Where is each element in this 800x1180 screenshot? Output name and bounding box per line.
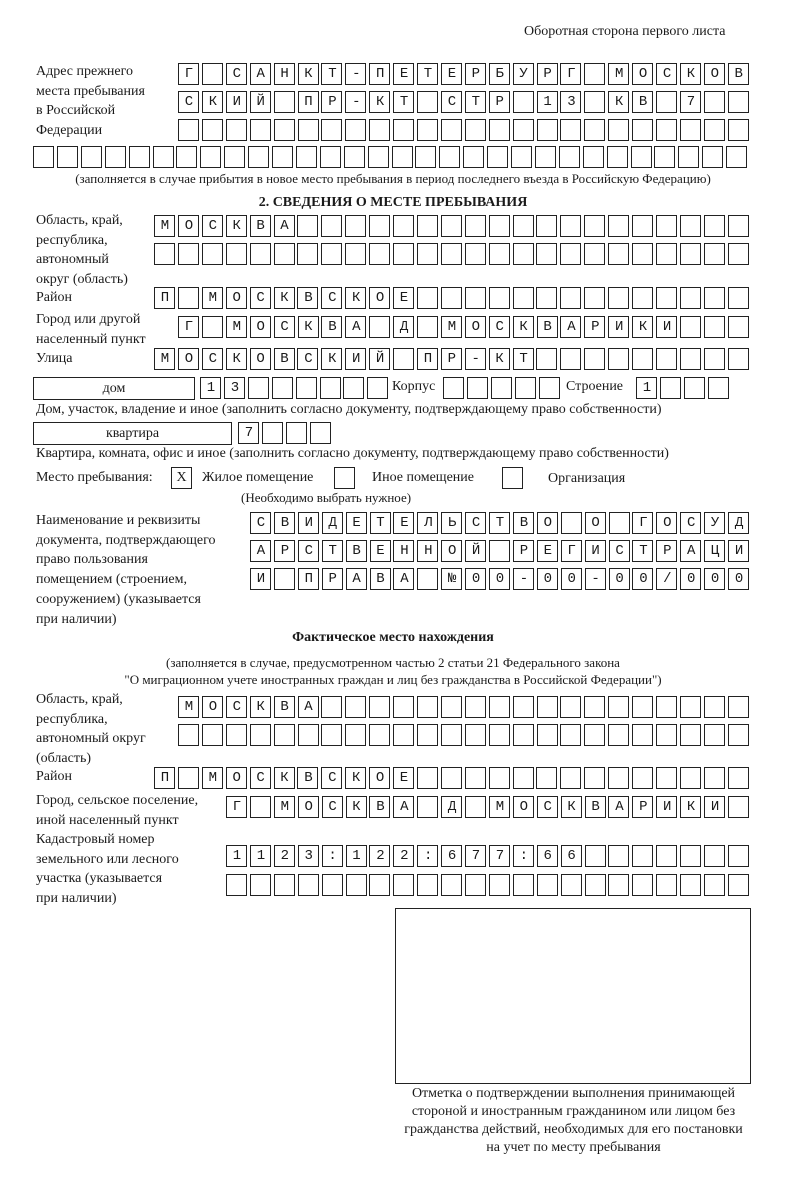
- char-cell[interactable]: [728, 724, 749, 746]
- actual-district-label: Район: [36, 769, 72, 784]
- char-cell[interactable]: [344, 146, 365, 168]
- char-cell[interactable]: [250, 874, 271, 896]
- char-cell[interactable]: [656, 243, 677, 265]
- char-cell[interactable]: [728, 316, 749, 338]
- char-cell[interactable]: [343, 377, 364, 399]
- city-row[interactable]: Г МОСКВА Д МОСКВАРИКИ: [184, 318, 687, 335]
- char-cell[interactable]: [274, 243, 295, 265]
- char-cell[interactable]: [536, 243, 557, 265]
- char-cell[interactable]: [560, 119, 581, 141]
- char-cell[interactable]: [680, 119, 701, 141]
- char-cell[interactable]: [608, 215, 629, 237]
- char-cell[interactable]: [560, 767, 581, 789]
- char-cell[interactable]: [584, 348, 605, 370]
- page-side-label: Оборотная сторона первого листа: [524, 24, 726, 39]
- house-note: Дом, участок, владение и иное (заполнить согласно документу, подтверждающему право собственности): [36, 402, 662, 417]
- char-cell[interactable]: [441, 724, 462, 746]
- char-cell[interactable]: [632, 287, 653, 309]
- char-cell[interactable]: [632, 696, 653, 718]
- char-cell[interactable]: [560, 287, 581, 309]
- previous-address-row-1[interactable]: Г САНКТ-ПЕТЕРБУРГ МОСКОВ: [184, 65, 759, 82]
- char-cell[interactable]: [539, 377, 560, 399]
- char-cell[interactable]: [561, 874, 582, 896]
- char-cell[interactable]: [392, 146, 413, 168]
- char-cell[interactable]: [560, 696, 581, 718]
- actual-district-row[interactable]: П МОСКВСКОЕ: [160, 769, 424, 786]
- char-cell[interactable]: [441, 696, 462, 718]
- char-cell[interactable]: [393, 119, 414, 141]
- char-cell[interactable]: [298, 724, 319, 746]
- char-cell[interactable]: [465, 696, 486, 718]
- cadastral-row-1[interactable]: 1123:122:677:66: [232, 847, 592, 864]
- char-cell[interactable]: [320, 377, 341, 399]
- char-cell[interactable]: [298, 874, 319, 896]
- char-cell[interactable]: [393, 724, 414, 746]
- char-cell[interactable]: [704, 215, 725, 237]
- char-cell[interactable]: [286, 422, 307, 444]
- char-cell[interactable]: [584, 119, 605, 141]
- char-cell[interactable]: [322, 874, 343, 896]
- char-cell[interactable]: [105, 146, 126, 168]
- char-cell[interactable]: [607, 146, 628, 168]
- char-cell[interactable]: [439, 146, 460, 168]
- char-cell[interactable]: [584, 767, 605, 789]
- char-cell[interactable]: [346, 874, 367, 896]
- char-cell[interactable]: [656, 724, 677, 746]
- char-cell[interactable]: [680, 845, 701, 867]
- char-cell[interactable]: [680, 243, 701, 265]
- char-cell[interactable]: [680, 767, 701, 789]
- char-cell[interactable]: [537, 724, 558, 746]
- char-cell[interactable]: [417, 696, 438, 718]
- char-cell[interactable]: [393, 874, 414, 896]
- previous-address-note: (заполняется в случае прибытия в новое место пребывания в период последнего въезда в Российскую Федерацию): [75, 171, 711, 186]
- char-cell[interactable]: [226, 243, 247, 265]
- char-cell[interactable]: [369, 874, 390, 896]
- char-cell[interactable]: [129, 146, 150, 168]
- char-cell[interactable]: [321, 215, 342, 237]
- char-cell[interactable]: [465, 243, 486, 265]
- structure-row[interactable]: 1: [642, 379, 667, 396]
- actual-region-row-1[interactable]: МОСКВА: [184, 698, 329, 715]
- char-cell[interactable]: [728, 348, 749, 370]
- char-cell[interactable]: [632, 119, 653, 141]
- char-cell[interactable]: [491, 377, 512, 399]
- previous-address-label: Адрес прежнего места пребывания в Российской Федерации: [36, 64, 145, 139]
- char-cell[interactable]: [489, 724, 510, 746]
- char-cell[interactable]: [248, 146, 269, 168]
- char-cell[interactable]: [441, 243, 462, 265]
- char-cell[interactable]: [728, 243, 749, 265]
- stay-option-residential-label: Жилое помещение: [202, 470, 314, 485]
- char-cell[interactable]: [250, 724, 271, 746]
- char-cell[interactable]: [632, 215, 653, 237]
- actual-city-label: Город, сельское поселение, иной населенный пункт: [36, 793, 199, 828]
- char-cell[interactable]: [200, 146, 221, 168]
- char-cell[interactable]: [656, 845, 677, 867]
- char-cell[interactable]: [608, 874, 629, 896]
- char-cell[interactable]: [226, 874, 247, 896]
- stay-option-organization-checkbox[interactable]: [502, 467, 523, 489]
- char-cell[interactable]: [178, 243, 199, 265]
- char-cell[interactable]: [178, 119, 199, 141]
- char-cell[interactable]: [513, 215, 534, 237]
- char-cell[interactable]: [489, 287, 510, 309]
- char-cell[interactable]: [310, 422, 331, 444]
- char-cell[interactable]: [608, 119, 629, 141]
- char-cell[interactable]: [584, 215, 605, 237]
- char-cell[interactable]: [656, 215, 677, 237]
- char-cell[interactable]: [632, 874, 653, 896]
- char-cell[interactable]: [272, 377, 293, 399]
- char-cell[interactable]: [513, 874, 534, 896]
- char-cell[interactable]: [728, 91, 749, 113]
- char-cell[interactable]: [704, 348, 725, 370]
- char-cell[interactable]: [415, 146, 436, 168]
- char-cell[interactable]: [632, 767, 653, 789]
- char-cell[interactable]: [250, 119, 271, 141]
- char-cell[interactable]: [511, 146, 532, 168]
- char-cell[interactable]: [274, 119, 295, 141]
- char-cell[interactable]: [441, 119, 462, 141]
- char-cell[interactable]: [728, 845, 749, 867]
- actual-location-title: Фактическое место нахождения: [292, 630, 494, 645]
- char-cell[interactable]: [680, 724, 701, 746]
- char-cell[interactable]: [345, 119, 366, 141]
- char-cell[interactable]: [537, 696, 558, 718]
- stay-option-other-premises-label: Иное помещение: [372, 470, 474, 485]
- char-cell[interactable]: [345, 724, 366, 746]
- char-cell[interactable]: [202, 724, 223, 746]
- apartment-number-row[interactable]: 7: [244, 424, 269, 441]
- char-cell[interactable]: [489, 874, 510, 896]
- district-label: Район: [36, 290, 72, 305]
- char-cell[interactable]: [728, 767, 749, 789]
- char-cell[interactable]: [704, 845, 725, 867]
- char-cell[interactable]: [513, 696, 534, 718]
- char-cell[interactable]: [393, 215, 414, 237]
- char-cell[interactable]: [367, 377, 388, 399]
- char-cell[interactable]: [680, 215, 701, 237]
- previous-address-row-2[interactable]: СКИЙ ПР-КТ СТР 13 КВ 7: [184, 93, 711, 110]
- stay-place-label: Место пребывания:: [36, 470, 153, 485]
- stay-option-other-premises-checkbox[interactable]: [334, 467, 355, 489]
- char-cell[interactable]: [704, 696, 725, 718]
- char-cell[interactable]: [513, 724, 534, 746]
- char-cell[interactable]: [680, 287, 701, 309]
- char-cell[interactable]: [680, 348, 701, 370]
- char-cell[interactable]: [272, 146, 293, 168]
- char-cell[interactable]: [656, 874, 677, 896]
- city-label: Город или другой населенный пункт: [36, 312, 146, 347]
- char-cell[interactable]: [465, 287, 486, 309]
- char-cell[interactable]: [417, 243, 438, 265]
- char-cell[interactable]: [583, 146, 604, 168]
- char-cell[interactable]: [467, 377, 488, 399]
- char-cell[interactable]: [513, 119, 534, 141]
- char-cell[interactable]: [57, 146, 78, 168]
- stay-option-residential-checkbox[interactable]: X: [171, 467, 192, 489]
- structure-label: Строение: [566, 379, 624, 394]
- char-cell[interactable]: [81, 146, 102, 168]
- actual-location-note-2: "О миграционном учете иностранных граждан и лиц без гражданства в Российской Федерации"): [124, 672, 662, 687]
- char-cell[interactable]: [226, 119, 247, 141]
- char-cell[interactable]: [728, 215, 749, 237]
- char-cell[interactable]: [631, 146, 652, 168]
- char-cell[interactable]: [632, 845, 653, 867]
- char-cell[interactable]: [369, 243, 390, 265]
- char-cell[interactable]: [608, 845, 629, 867]
- char-cell[interactable]: [487, 146, 508, 168]
- char-cell[interactable]: [684, 377, 705, 399]
- char-cell[interactable]: [584, 696, 605, 718]
- actual-region-label: Область, край, республика, автономный округ (область): [36, 692, 146, 767]
- house-number-row[interactable]: 13: [206, 379, 255, 396]
- char-cell[interactable]: [680, 696, 701, 718]
- char-cell[interactable]: [704, 119, 725, 141]
- char-cell[interactable]: [274, 724, 295, 746]
- char-cell[interactable]: [726, 146, 747, 168]
- apartment-type-field[interactable]: квартира: [33, 422, 232, 445]
- char-cell[interactable]: [369, 215, 390, 237]
- char-cell[interactable]: [417, 724, 438, 746]
- char-cell[interactable]: [393, 243, 414, 265]
- char-cell[interactable]: [296, 377, 317, 399]
- char-cell[interactable]: [608, 724, 629, 746]
- stay-note: (Необходимо выбрать нужное): [241, 490, 412, 505]
- char-cell[interactable]: [463, 146, 484, 168]
- char-cell[interactable]: [489, 767, 510, 789]
- char-cell[interactable]: [489, 696, 510, 718]
- char-cell[interactable]: [513, 243, 534, 265]
- char-cell[interactable]: [584, 243, 605, 265]
- char-cell[interactable]: [465, 874, 486, 896]
- char-cell[interactable]: [654, 146, 675, 168]
- char-cell[interactable]: [154, 243, 175, 265]
- char-cell[interactable]: [417, 215, 438, 237]
- char-cell[interactable]: [465, 724, 486, 746]
- char-cell[interactable]: [728, 287, 749, 309]
- char-cell[interactable]: [656, 348, 677, 370]
- char-cell[interactable]: [297, 243, 318, 265]
- char-cell[interactable]: [513, 767, 534, 789]
- char-cell[interactable]: [176, 146, 197, 168]
- char-cell[interactable]: [345, 696, 366, 718]
- document-row-2[interactable]: АРСТВЕННОЙ РЕГИСТРАЦИ: [256, 542, 759, 559]
- stay-option-organization-label: Организация: [548, 471, 626, 486]
- char-cell[interactable]: [513, 287, 534, 309]
- cadastral-label: Кадастровый номер земельного или лесного участка (указывается при наличии): [36, 832, 179, 907]
- char-cell[interactable]: [704, 874, 725, 896]
- char-cell[interactable]: [417, 119, 438, 141]
- char-cell[interactable]: [704, 767, 725, 789]
- apartment-note: Квартира, комната, офис и иное (заполнить согласно документу, подтверждающему право собственности): [36, 446, 669, 461]
- char-cell[interactable]: [441, 874, 462, 896]
- char-cell[interactable]: [178, 724, 199, 746]
- char-cell[interactable]: [224, 146, 245, 168]
- char-cell[interactable]: [728, 696, 749, 718]
- char-cell[interactable]: [704, 287, 725, 309]
- char-cell[interactable]: [393, 696, 414, 718]
- char-cell[interactable]: [274, 874, 295, 896]
- char-cell[interactable]: [345, 215, 366, 237]
- document-label: Наименование и реквизиты документа, подтверждающего право пользования помещением (строением, сооружением) (указывается при наличии): [36, 513, 216, 627]
- char-cell[interactable]: [559, 146, 580, 168]
- confirmation-caption: Отметка о подтверждении выполнения принимающей стороной и иностранным гражданином или лицом без гражданства действий, необходимых для его постановки на учет по месту пребывания: [404, 1086, 743, 1155]
- char-cell[interactable]: [537, 874, 558, 896]
- char-cell[interactable]: [656, 696, 677, 718]
- char-cell[interactable]: [560, 348, 581, 370]
- char-cell[interactable]: [708, 377, 729, 399]
- char-cell[interactable]: [417, 874, 438, 896]
- document-row-1[interactable]: СВИДЕТЕЛЬСТВО О ГОСУД: [256, 514, 759, 531]
- char-cell[interactable]: [489, 215, 510, 237]
- char-cell[interactable]: [536, 287, 557, 309]
- char-cell[interactable]: [369, 724, 390, 746]
- char-cell[interactable]: [33, 146, 54, 168]
- char-cell[interactable]: [369, 119, 390, 141]
- district-row[interactable]: П МОСКВСКОЕ: [160, 289, 424, 306]
- char-cell[interactable]: [608, 287, 629, 309]
- char-cell[interactable]: [608, 696, 629, 718]
- char-cell[interactable]: [368, 146, 389, 168]
- char-cell[interactable]: [537, 119, 558, 141]
- char-cell[interactable]: [153, 146, 174, 168]
- char-cell[interactable]: [369, 696, 390, 718]
- char-cell[interactable]: [345, 243, 366, 265]
- char-cell[interactable]: [202, 119, 223, 141]
- char-cell[interactable]: [535, 146, 556, 168]
- street-row[interactable]: МОСКОВСКИЙ ПР-КТ: [160, 350, 544, 367]
- char-cell[interactable]: [465, 767, 486, 789]
- char-cell[interactable]: [560, 724, 581, 746]
- char-cell[interactable]: [441, 287, 462, 309]
- char-cell[interactable]: [608, 767, 629, 789]
- char-cell[interactable]: [702, 146, 723, 168]
- char-cell[interactable]: [680, 874, 701, 896]
- char-cell[interactable]: [515, 377, 536, 399]
- char-cell[interactable]: [536, 215, 557, 237]
- char-cell[interactable]: [608, 243, 629, 265]
- char-cell[interactable]: [226, 724, 247, 746]
- actual-city-row[interactable]: Г МОСКВА Д МОСКВАРИКИ: [232, 798, 735, 815]
- char-cell[interactable]: [656, 767, 677, 789]
- char-cell[interactable]: [250, 243, 271, 265]
- char-cell[interactable]: [321, 724, 342, 746]
- char-cell[interactable]: [704, 724, 725, 746]
- char-cell[interactable]: [298, 119, 319, 141]
- document-row-3[interactable]: И ПРАВА №00-00-00/000: [256, 570, 759, 587]
- char-cell[interactable]: [441, 767, 462, 789]
- char-cell[interactable]: [656, 119, 677, 141]
- char-cell[interactable]: [728, 874, 749, 896]
- char-cell[interactable]: [632, 348, 653, 370]
- char-cell[interactable]: [465, 119, 486, 141]
- char-cell[interactable]: [202, 243, 223, 265]
- char-cell[interactable]: [678, 146, 699, 168]
- char-cell[interactable]: [704, 243, 725, 265]
- char-cell[interactable]: [728, 119, 749, 141]
- char-cell[interactable]: [321, 243, 342, 265]
- char-cell[interactable]: [584, 287, 605, 309]
- char-cell[interactable]: [443, 377, 464, 399]
- char-cell[interactable]: [632, 724, 653, 746]
- house-type-field[interactable]: дом: [33, 377, 195, 400]
- building-label: Корпус: [392, 379, 436, 394]
- char-cell[interactable]: [321, 119, 342, 141]
- section2-title: 2. СВЕДЕНИЯ О МЕСТЕ ПРЕБЫВАНИЯ: [258, 195, 528, 210]
- char-cell[interactable]: [465, 215, 486, 237]
- char-cell[interactable]: [441, 215, 462, 237]
- char-cell[interactable]: [560, 215, 581, 237]
- confirmation-stamp-box: [395, 908, 751, 1084]
- char-cell[interactable]: [489, 119, 510, 141]
- char-cell[interactable]: [536, 767, 557, 789]
- char-cell[interactable]: [585, 874, 606, 896]
- char-cell[interactable]: [489, 243, 510, 265]
- char-cell[interactable]: [296, 146, 317, 168]
- char-cell[interactable]: [608, 348, 629, 370]
- region-row-1[interactable]: МОСКВА: [160, 217, 305, 234]
- region-label: Область, край, республика, автономный округ (область): [36, 213, 128, 288]
- char-cell[interactable]: [632, 243, 653, 265]
- char-cell[interactable]: [320, 146, 341, 168]
- char-cell[interactable]: [584, 724, 605, 746]
- street-label: Улица: [36, 351, 73, 366]
- char-cell[interactable]: [656, 287, 677, 309]
- actual-location-note-1: (заполняется в случае, предусмотренном частью 2 статьи 21 Федерального закона: [166, 655, 620, 670]
- char-cell[interactable]: [560, 243, 581, 265]
- char-cell[interactable]: [704, 316, 725, 338]
